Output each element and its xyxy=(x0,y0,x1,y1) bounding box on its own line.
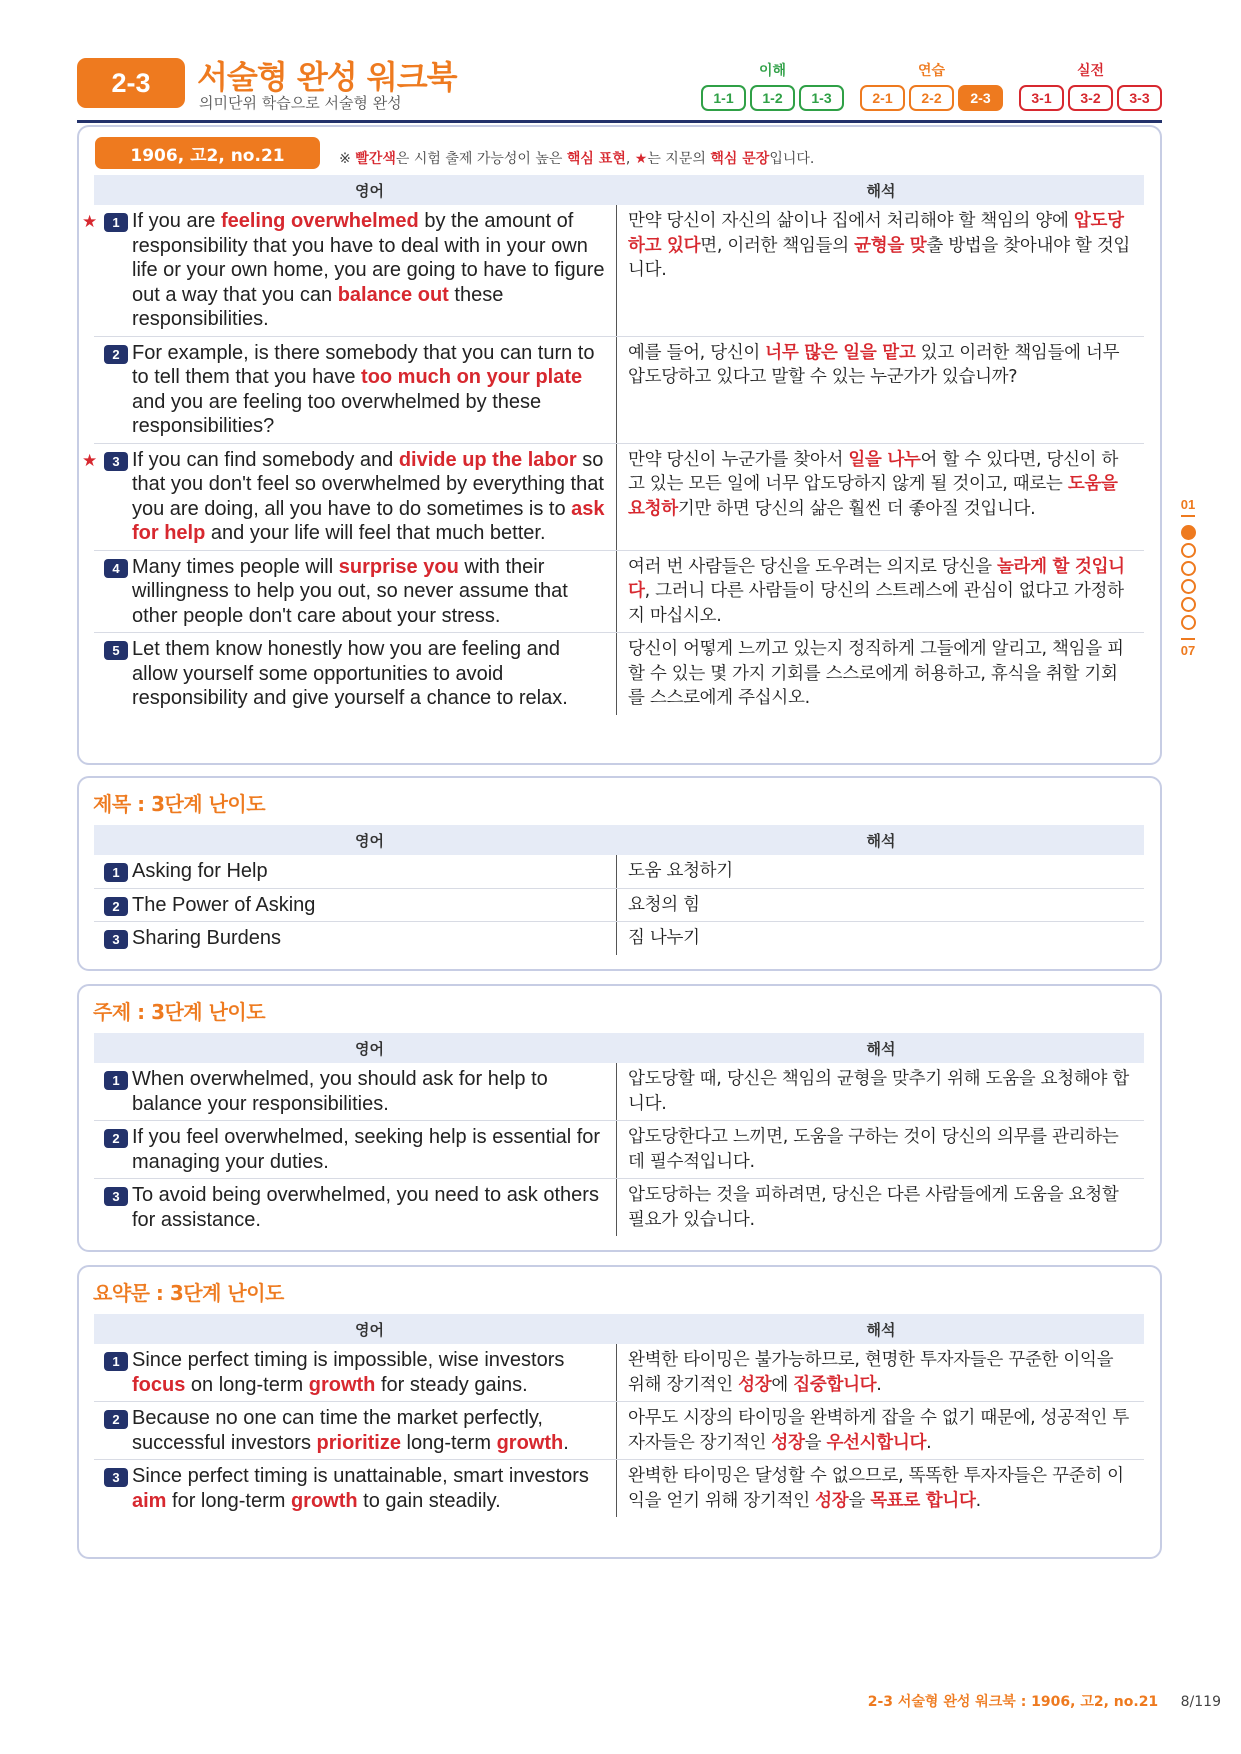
english-cell: ★ 3 If you can find somebody and divide up the labor so that you don't feel so overwhelmed by everything that you are doing, all you have to do sometimes is to ask for help and your life will feel that much better. xyxy=(94,444,617,550)
nav-end-label: 07 xyxy=(1180,643,1196,658)
key-expression: 성장 xyxy=(815,1490,849,1511)
topic-table xyxy=(94,1033,1144,1236)
key-expression: ask for help xyxy=(132,497,605,544)
title-table xyxy=(94,825,1144,955)
english-cell: 3 Sharing Burdens xyxy=(94,922,617,955)
stage-button-3-1[interactable]: 3-1 xyxy=(1019,85,1064,111)
title-rows xyxy=(94,855,1144,955)
korean-cell: 압도당한다고 느끼면, 도움을 구하는 것이 당신의 의무를 관리하는 데 필수적입니다. xyxy=(628,1127,1119,1172)
english-cell: 1 When overwhelmed, you should ask for help to balance your responsibilities. xyxy=(94,1063,617,1120)
stage-button-1-1[interactable]: 1-1 xyxy=(701,85,746,111)
key-expression: 너무 많은 일을 맡고 xyxy=(765,342,916,363)
key-expression: growth xyxy=(308,1373,376,1396)
korean-cell: 당신이 어떻게 느끼고 있는지 정직하게 그들에게 알리고, 책임을 피할 수 있는 몇 가지 기회를 스스로에게 허용하고, 휴식을 취할 기회를 스스로에게 주십시오. xyxy=(628,639,1124,708)
korean-cell: 짐 나누기 xyxy=(628,928,700,948)
table-header xyxy=(94,1314,1144,1344)
stage-label: 실전 xyxy=(1076,63,1105,79)
column-header-english: 영어 xyxy=(355,1039,384,1058)
sentence-number: 2 xyxy=(104,897,128,916)
stage-button-3-3[interactable]: 3-3 xyxy=(1117,85,1162,111)
topic-panel xyxy=(77,984,1162,1252)
english-cell: 1 Asking for Help xyxy=(94,855,617,888)
key-expression: too much on your plate xyxy=(361,366,583,388)
korean-cell: 아무도 시장의 타이밍을 완벽하게 잡을 수 없기 때문에, 성공적인 투자자들은 장기적인 성장을 우선시합니다. xyxy=(628,1408,1129,1453)
english-cell: 2 For example, is there somebody that you can turn to to tell them that you have too much on your plate and you are feeling too overwhelmed by these responsibilities? xyxy=(94,337,617,443)
section-heading: 요약문 : 3단계 난이도 xyxy=(93,1281,284,1305)
page-title: 서술형 완성 워크북 xyxy=(197,58,457,96)
table-row xyxy=(94,336,1144,443)
english-cell: ★ 1 If you are feeling overwhelmed by the amount of responsibility that you have to deal with in your own life or your own home, you are going to have to figure out a way that you can balance out these responsibilities. xyxy=(94,205,617,336)
english-cell: 3 Since perfect timing is unattainable, smart investors aim for long-term growth to gain steadily. xyxy=(94,1460,617,1517)
stage-button-2-3[interactable]: 2-3 xyxy=(958,85,1003,111)
key-expression: 우선시합니다 xyxy=(826,1432,927,1453)
star-icon: ★ xyxy=(82,212,98,231)
key-expression: 균형을 맞 xyxy=(854,235,927,256)
table-row xyxy=(94,550,1144,633)
key-expression: 목표로 합니다 xyxy=(870,1490,976,1511)
korean-cell: 압도당하는 것을 피하려면, 당신은 다른 사람들에게 도움을 요청할 필요가 있습니다. xyxy=(628,1185,1119,1230)
topic-rows xyxy=(94,1063,1144,1236)
column-header-korean: 해석 xyxy=(866,1320,896,1339)
section-heading: 제목 : 3단계 난이도 xyxy=(93,792,266,816)
sentence-number: 2 xyxy=(104,345,128,364)
legend-note: ※ 빨간색은 시험 출제 가능성이 높은 핵심 표현, ★는 지문의 핵심 문장입니다. xyxy=(339,151,815,167)
nav-dot[interactable] xyxy=(1181,579,1196,594)
english-cell: 3 To avoid being overwhelmed, you need to ask others for assistance. xyxy=(94,1179,617,1236)
column-header-korean: 해석 xyxy=(866,181,896,200)
sentence-number: 5 xyxy=(104,641,128,660)
table-row xyxy=(94,632,1144,715)
korean-cell: 여러 번 사람들은 당신을 도우려는 의지로 당신을 놀라게 할 것입니다, 그러니 다른 사람들이 당신의 스트레스에 관심이 없다고 가정하지 마십시오. xyxy=(628,556,1125,626)
english-cell: 2 If you feel overwhelmed, seeking help is essential for managing your duties. xyxy=(94,1121,617,1178)
table-row xyxy=(82,443,1144,550)
passage-panel xyxy=(77,125,1162,765)
nav-dot[interactable] xyxy=(1181,525,1196,540)
column-header-english: 영어 xyxy=(355,181,384,200)
english-cell: 1 Since perfect timing is impossible, wise investors focus on long-term growth for steady gains. xyxy=(94,1344,617,1401)
table-row xyxy=(94,888,1144,922)
table-row xyxy=(94,1401,1144,1459)
stage-button-2-1[interactable]: 2-1 xyxy=(860,85,905,111)
table-row xyxy=(94,1459,1144,1517)
key-expression: balance out xyxy=(337,283,449,306)
nav-dot[interactable] xyxy=(1181,615,1196,630)
table-row xyxy=(94,1120,1144,1178)
key-expression: 성장 xyxy=(771,1432,805,1453)
key-expression: 집중합니다 xyxy=(793,1374,877,1395)
stage-understand xyxy=(701,60,844,111)
korean-cell: 도움 요청하기 xyxy=(628,861,733,881)
header-divider xyxy=(77,120,1162,123)
key-expression: growth xyxy=(290,1489,358,1512)
table-row xyxy=(94,1178,1144,1236)
english-cell: 2 Because no one can time the market perfectly, successful investors prioritize long-term growth. xyxy=(94,1402,617,1459)
sentence-number: 3 xyxy=(104,1187,128,1206)
star-icon: ★ xyxy=(82,450,98,470)
sentence-number: 3 xyxy=(104,1468,128,1487)
column-header-english: 영어 xyxy=(355,831,384,850)
column-header-korean: 해석 xyxy=(866,1039,896,1058)
table-header xyxy=(94,825,1144,855)
table-header xyxy=(94,175,1144,205)
stage-label: 이해 xyxy=(758,63,787,79)
stage-button-2-2[interactable]: 2-2 xyxy=(909,85,954,111)
english-cell: 2 The Power of Asking xyxy=(94,889,617,922)
passage-table xyxy=(82,175,1144,715)
korean-cell: 만약 당신이 누군가를 찾아서 일을 나누어 할 수 있다면, 당신이 하고 있는 모든 일에 너무 압도당하지 않게 될 것이고, 때로는 도움을 요청하기만 하면 당신의 삶은 훨씬 더 좋아질 것입니다. xyxy=(628,449,1119,519)
column-header-korean: 해석 xyxy=(866,831,896,850)
key-expression: growth xyxy=(496,1431,564,1454)
summary-panel xyxy=(77,1265,1162,1559)
sentence-number: 1 xyxy=(104,1071,128,1090)
source-badge: 1906, 고2, no.21 xyxy=(95,137,320,169)
english-cell: 4 Many times people will surprise you with their willingness to help you out, so never assume that other people don't care about your stress. xyxy=(94,551,617,633)
key-expression: 놀라게 할 것입니다 xyxy=(628,556,1125,601)
korean-cell: 만약 당신이 자신의 삶이나 집에서 처리해야 할 책임의 양에 압도당하고 있다면, 이러한 책임들의 균형을 맞출 방법을 찾아내야 할 것입니다. xyxy=(628,211,1131,280)
page-footer xyxy=(868,1691,1221,1711)
korean-cell: 완벽한 타이밍은 불가능하므로, 현명한 투자자들은 꾸준한 이익을 위해 장기적인 성장에 집중합니다. xyxy=(628,1350,1114,1395)
sentence-number: 2 xyxy=(104,1129,128,1148)
nav-divider xyxy=(1181,515,1195,517)
stage-practice xyxy=(860,60,1003,111)
nav-start-label: 01 xyxy=(1180,497,1196,512)
sentence-number: 3 xyxy=(104,930,128,949)
sentence-number: 1 xyxy=(104,213,128,232)
key-expression: 일을 나누 xyxy=(848,449,921,470)
nav-dot[interactable] xyxy=(1181,561,1196,576)
korean-cell: 요청의 힘 xyxy=(628,894,700,915)
column-header-english: 영어 xyxy=(355,1320,384,1339)
key-expression: 압도당하고 있다 xyxy=(628,211,1124,256)
stage-navigation xyxy=(701,60,1162,111)
key-expression: focus xyxy=(132,1373,186,1396)
nav-divider xyxy=(1181,638,1195,640)
nav-dot[interactable] xyxy=(1181,543,1196,558)
footer-title: 2-3 서술형 완성 워크북 : 1906, 고2, no.21 xyxy=(867,1694,1159,1710)
key-expression: 성장 xyxy=(738,1374,772,1395)
sentence-number: 2 xyxy=(104,1410,128,1429)
korean-cell: 완벽한 타이밍은 달성할 수 없으므로, 똑똑한 투자자들은 꾸준히 이익을 얻기 위해 장기적인 성장을 목표로 합니다. xyxy=(628,1466,1124,1511)
title-panel xyxy=(77,776,1162,971)
key-expression: feeling overwhelmed xyxy=(220,210,419,232)
side-progress-nav xyxy=(1177,497,1199,658)
stage-label: 연습 xyxy=(917,63,946,79)
sentence-number: 4 xyxy=(104,559,128,578)
stage-button-1-2[interactable]: 1-2 xyxy=(750,85,795,111)
page-number: 8/119 xyxy=(1180,1694,1221,1710)
korean-cell: 예를 들어, 당신이 너무 많은 일을 맡고 있고 이러한 책임들에 너무 압도당하고 있다고 말할 수 있는 누군가가 있습니까? xyxy=(628,342,1120,387)
key-expression: 도움을 요청하 xyxy=(628,474,1118,519)
key-expression: divide up the labor xyxy=(398,448,577,471)
table-header xyxy=(94,1033,1144,1063)
stage-button-3-2[interactable]: 3-2 xyxy=(1068,85,1113,111)
table-row xyxy=(94,1063,1144,1120)
stage-button-1-3[interactable]: 1-3 xyxy=(799,85,844,111)
passage-rows xyxy=(82,205,1144,715)
section-heading: 주제 : 3단계 난이도 xyxy=(93,1000,266,1024)
table-row xyxy=(94,921,1144,955)
nav-dots xyxy=(1181,522,1196,633)
korean-cell: 압도당할 때, 당신은 책임의 균형을 맞추기 위해 도움을 요청해야 합니다. xyxy=(628,1069,1129,1114)
english-cell: 5 Let them know honestly how you are feeling and allow yourself some opportunities to avoid responsibility and give yourself a chance to relax. xyxy=(94,633,617,715)
sentence-number: 1 xyxy=(104,1352,128,1371)
key-expression: prioritize xyxy=(316,1431,401,1454)
summary-rows xyxy=(94,1344,1144,1517)
table-row xyxy=(94,1344,1144,1401)
sentence-number: 1 xyxy=(104,863,128,882)
summary-table xyxy=(94,1314,1144,1517)
stage-real xyxy=(1019,60,1162,111)
page-header xyxy=(77,52,1162,124)
table-row xyxy=(82,205,1144,336)
table-row xyxy=(94,855,1144,888)
key-expression: aim xyxy=(132,1489,167,1512)
sentence-number: 3 xyxy=(104,452,128,471)
key-expression: surprise you xyxy=(338,555,459,578)
nav-dot[interactable] xyxy=(1181,597,1196,612)
unit-badge: 2-3 xyxy=(77,58,185,108)
page-subtitle: 의미단위 학습으로 서술형 완성 xyxy=(199,94,402,112)
